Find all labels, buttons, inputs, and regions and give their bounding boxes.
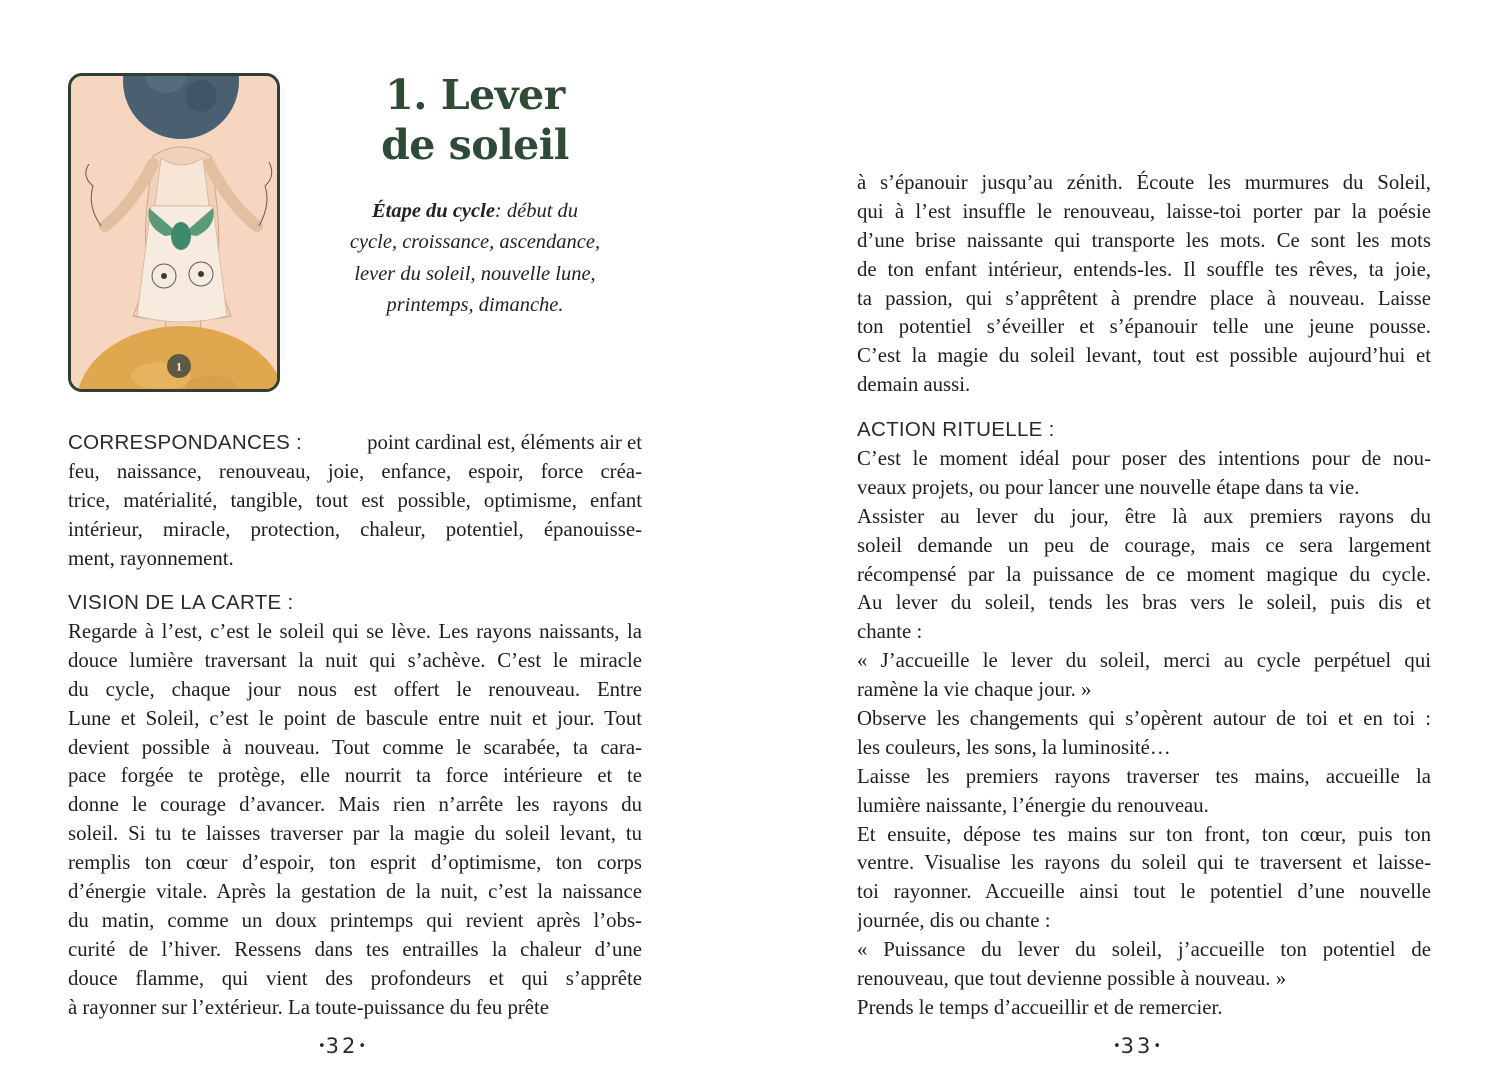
vision-section bbox=[68, 618, 642, 1022]
vision-text-line: donne le courage d’avancer. Mais rien n’arrête les rayons du bbox=[68, 793, 642, 817]
action-text-line: Assister au lever du jour, être là aux premiers rayons du bbox=[857, 504, 1431, 528]
continuation-text-line: demain aussi. bbox=[857, 373, 971, 397]
correspondances-heading: CORRESPONDANCES : bbox=[68, 431, 303, 454]
continuation-text-line: à s’épanouir jusqu’au zénith. Écoute les murmures du Soleil, bbox=[857, 171, 1431, 194]
action-text-line: soleil demande un peu de courage, mais ce sera largement bbox=[857, 533, 1431, 557]
action-text-line: lumière naissante, l’énergie du renouveau. bbox=[857, 793, 1209, 817]
vision-text-line: curité de l’hiver. Ressens dans tes entrailles la chaleur d’une bbox=[68, 937, 642, 961]
action-text-line: chante : bbox=[857, 620, 923, 644]
vision-text-line: du matin, comme un doux printemps qui revient après l’obs- bbox=[68, 908, 642, 932]
vision-text-line: devient possible à nouveau. Tout comme le scarabée, ta cara- bbox=[68, 735, 642, 759]
correspondances-text: feu, naissance, renouveau, joie, enfance, espoir, force créa- bbox=[68, 459, 642, 483]
page-number: 32 bbox=[325, 1034, 359, 1058]
action-text-line: « J’accueille le lever du soleil, merci au cycle perpétuel qui bbox=[857, 649, 1431, 673]
cycle-stage bbox=[320, 196, 630, 321]
continuation-text-line: de ton enfant intérieur, entends-les. Il souffle tes rêves, ta joie, bbox=[857, 257, 1431, 281]
continuation-text-line: qui à l’est insuffle le renouveau, laisse-toi porter par la poésie bbox=[857, 199, 1431, 223]
card-number: 1 bbox=[176, 359, 182, 374]
action-text-line: récompensé par la puissance de ce moment magique du cycle. bbox=[857, 562, 1431, 586]
correspondances-text: ment, rayonnement. bbox=[68, 546, 234, 570]
page-number-left: •32• bbox=[318, 1034, 367, 1058]
action-text-line: ventre. Visualise les rayons du soleil qui te traversent et laisse- bbox=[857, 851, 1431, 875]
vision-text-line: du cycle, chaque jour nous est offert le renouveau. Entre bbox=[68, 677, 642, 701]
action-text-line: Observe les changements qui s’opèrent autour de toi et en toi : bbox=[857, 707, 1431, 731]
action-text-line: Et ensuite, dépose tes mains sur ton front, ton cœur, puis ton bbox=[857, 822, 1431, 846]
continuation-section bbox=[857, 169, 1431, 400]
action-text-line: Au lever du soleil, tends les bras vers le soleil, puis dis et bbox=[857, 591, 1431, 615]
action-text-line: C’est le moment idéal pour poser des intentions pour de nou- bbox=[857, 447, 1431, 470]
continuation-text-line: C’est la magie du soleil levant, tout est possible aujourd’hui et bbox=[857, 344, 1431, 368]
page-number-right: •33• bbox=[1113, 1034, 1162, 1058]
action-text-line: les couleurs, les sons, la luminosité… bbox=[857, 735, 1171, 759]
action-text-line: « Puissance du lever du soleil, j’accueille ton potentiel de bbox=[857, 938, 1431, 962]
vision-text-line: soleil. Si tu te laisses traverser par la magie du soleil levant, tu bbox=[68, 822, 642, 846]
correspondances-text: trice, matérialité, tangible, tout est possible, optimisme, enfant bbox=[68, 488, 642, 512]
vision-text-line: pace forgée te protège, elle nourrit ta force intérieure et te bbox=[68, 764, 642, 788]
action-text-line: journée, dis ou chante : bbox=[857, 909, 1051, 933]
card-title bbox=[340, 70, 610, 170]
vision-text-line: Lune et Soleil, c’est le point de bascule entre nuit et jour. Tout bbox=[68, 706, 642, 730]
vision-text-line: remplis ton cœur d’espoir, ton esprit d’optimisme, ton corps bbox=[68, 851, 642, 875]
vision-text-line: douce flamme, qui vient des profondeurs et qui s’apprête bbox=[68, 966, 642, 990]
vision-text-line: douce lumière traversant la nuit qui s’achève. C’est le miracle bbox=[68, 648, 642, 672]
action-text-line: ramène la vie chaque jour. » bbox=[857, 678, 1092, 702]
vision-text-line: Regarde à l’est, c’est le soleil qui se lève. Les rayons naissants, la bbox=[68, 620, 642, 643]
action-text-line: toi rayonner. Accueille ainsi tout le potentiel d’une nouvelle bbox=[857, 880, 1431, 904]
action-heading: ACTION RITUELLE : bbox=[857, 418, 1055, 441]
action-text-line: veaux projets, ou pour lancer une nouvelle étape dans ta vie. bbox=[857, 475, 1360, 499]
tarot-card-illustration bbox=[68, 73, 280, 392]
card-artwork bbox=[71, 76, 277, 389]
correspondances-text: point cardinal est, éléments air et bbox=[367, 431, 642, 454]
vision-heading: VISION DE LA CARTE : bbox=[68, 591, 294, 614]
cycle-stage-text: cycle, croissance, ascendance, bbox=[349, 231, 601, 254]
cycle-stage-text: lever du soleil, nouvelle lune, bbox=[354, 262, 596, 285]
action-section bbox=[857, 445, 1431, 1023]
continuation-text-line: ton potentiel s’éveiller et s’épanouir telle une jeune pousse. bbox=[857, 315, 1431, 339]
vision-text-line: à rayonner sur l’extérieur. La toute-puissance du feu prête bbox=[68, 995, 550, 1019]
page-number: 33 bbox=[1120, 1034, 1154, 1058]
vision-text-line: d’énergie vitale. Après la gestation de la nuit, c’est la naissance bbox=[68, 880, 642, 904]
action-text-line: Laisse les premiers rayons traverser tes mains, accueille la bbox=[857, 764, 1431, 788]
correspondances-text: intérieur, miracle, protection, chaleur, potentiel, épanouisse- bbox=[68, 517, 642, 541]
continuation-text-line: d’une brise naissante qui transporte les mots. Ce sont les mots bbox=[857, 228, 1431, 252]
card-title-line-1: 1. Lever bbox=[385, 71, 565, 119]
cycle-stage-text: : début du bbox=[494, 200, 579, 222]
card-title-line-2: de soleil bbox=[381, 121, 569, 169]
cycle-stage-label: Étape du cycle bbox=[371, 200, 495, 222]
action-text-line: renouveau, que tout devienne possible à nouveau. » bbox=[857, 967, 1287, 991]
continuation-text-line: ta passion, qui s’apprêtent à prendre place à nouveau. Laisse bbox=[857, 286, 1431, 310]
action-text-line: Prends le temps d’accueillir et de remercier. bbox=[857, 995, 1223, 1019]
correspondances-section bbox=[68, 429, 642, 573]
cycle-stage-text: printemps, dimanche. bbox=[386, 293, 564, 316]
